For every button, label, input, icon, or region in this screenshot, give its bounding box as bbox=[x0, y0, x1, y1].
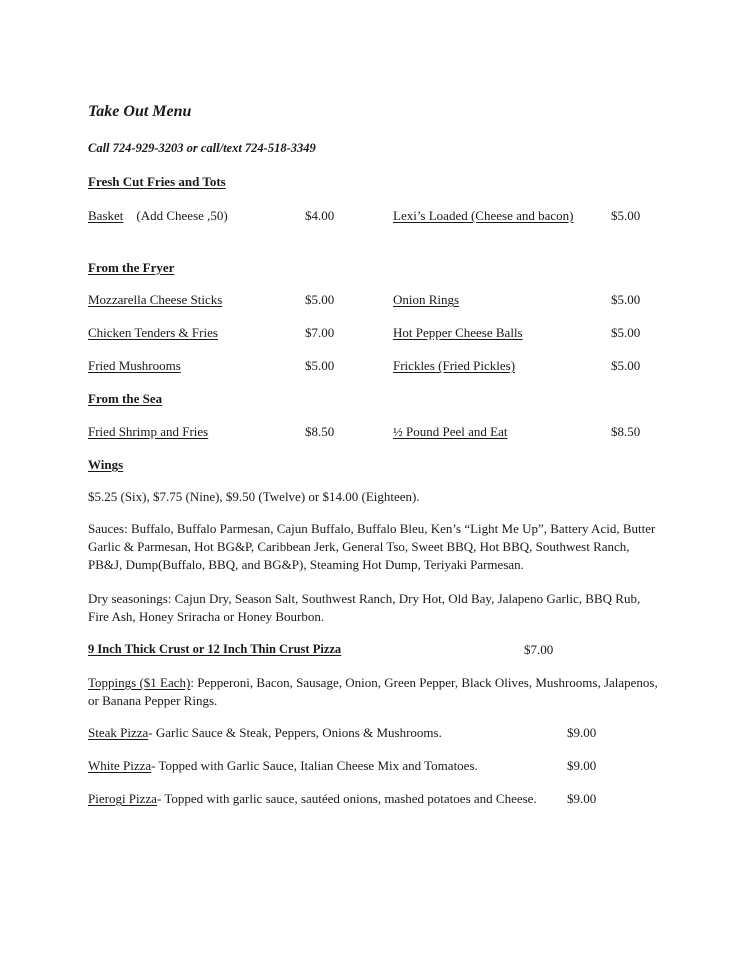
section-heading-pizza: 9 Inch Thick Crust or 12 Inch Thin Crust Pizza bbox=[88, 642, 342, 656]
special-pizza-name: Steak Pizza bbox=[88, 725, 149, 740]
menu-item: Frickles (Fried Pickles) bbox=[393, 358, 516, 373]
toppings-list: : Pepperoni, Bacon, Sausage, Onion, Green Pepper, Black Olives, Mushrooms, Jalapenos, or Banana Pepper Rings. bbox=[88, 675, 658, 708]
menu-item: ½ Pound Peel and Eat bbox=[393, 424, 508, 439]
menu-item: Fried Mushrooms bbox=[88, 358, 181, 373]
phone-line: Call 724-929-3203 or call/text 724-518-3349 bbox=[88, 141, 316, 155]
pizza-price: $7.00 bbox=[524, 642, 554, 657]
special-pizza-desc: - Garlic Sauce & Steak, Peppers, Onions & Mushrooms. bbox=[148, 725, 442, 740]
item-price: $5.00 bbox=[611, 292, 641, 307]
item-price: $8.50 bbox=[611, 424, 641, 439]
special-pizza-desc: - Topped with Garlic Sauce, Italian Cheese Mix and Tomatoes. bbox=[151, 758, 478, 773]
item-note: (Add Cheese ,50) bbox=[136, 208, 228, 223]
item-price: $5.00 bbox=[611, 208, 641, 223]
item-price: $9.00 bbox=[567, 758, 597, 773]
section-heading-wings: Wings bbox=[88, 457, 124, 472]
special-pizza-desc: - Topped with garlic sauce, sautéed onions, mashed potatoes and Cheese. bbox=[156, 791, 537, 806]
section-heading-sea: From the Sea bbox=[88, 391, 163, 406]
section-heading-fryer: From the Fryer bbox=[88, 260, 175, 275]
pizza-toppings bbox=[88, 674, 658, 710]
item-name: Basket bbox=[88, 208, 124, 223]
item-price: $9.00 bbox=[567, 725, 597, 740]
toppings-label: Toppings ($1 Each) bbox=[88, 675, 191, 690]
section-heading-fries: Fresh Cut Fries and Tots bbox=[88, 174, 226, 189]
item-price: $8.50 bbox=[305, 424, 335, 439]
wings-sauces: Sauces: Buffalo, Buffalo Parmesan, Cajun Buffalo, Buffalo Bleu, Ken’s “Light Me Up”, Battery Acid, Butter Garlic & Parmesan, Hot BG&P, Caribbean Jerk, General Tso, Sweet BBQ, Hot BBQ, Southwest Ranch, PB&J, Dump(Buffalo, BBQ, and BG&P), Steaming Hot Dump, Teriyaki Parmesan. bbox=[88, 521, 656, 572]
item-price: $7.00 bbox=[305, 325, 335, 340]
menu-item: Fried Shrimp and Fries bbox=[88, 424, 209, 439]
special-pizza-name: Pierogi Pizza bbox=[88, 791, 157, 806]
menu-item-lexis-loaded: Lexi’s Loaded (Cheese and bacon) bbox=[393, 208, 574, 223]
page-title: Take Out Menu bbox=[88, 103, 192, 120]
item-price: $5.00 bbox=[611, 325, 641, 340]
item-price: $9.00 bbox=[567, 791, 597, 806]
item-price: $5.00 bbox=[305, 358, 335, 373]
special-pizza bbox=[88, 792, 537, 805]
menu-item-basket bbox=[88, 209, 228, 222]
menu-item: Hot Pepper Cheese Balls bbox=[393, 325, 523, 340]
wings-dry-seasonings: Dry seasonings: Cajun Dry, Season Salt, Southwest Ranch, Dry Hot, Old Bay, Jalapeno Garlic, BBQ Rub, Fire Ash, Honey Sriracha or Honey Bourbon. bbox=[88, 591, 641, 624]
wings-prices: $5.25 (Six), $7.75 (Nine), $9.50 (Twelve) or $14.00 (Eighteen). bbox=[88, 489, 420, 504]
menu-item: Onion Rings bbox=[393, 292, 460, 307]
item-price: $4.00 bbox=[305, 208, 335, 223]
item-price: $5.00 bbox=[305, 292, 335, 307]
special-pizza bbox=[88, 759, 478, 772]
special-pizza-name: White Pizza bbox=[88, 758, 152, 773]
menu-item: Mozzarella Cheese Sticks bbox=[88, 292, 223, 307]
menu-item: Chicken Tenders & Fries bbox=[88, 325, 218, 340]
special-pizza bbox=[88, 726, 442, 739]
item-price: $5.00 bbox=[611, 358, 641, 373]
